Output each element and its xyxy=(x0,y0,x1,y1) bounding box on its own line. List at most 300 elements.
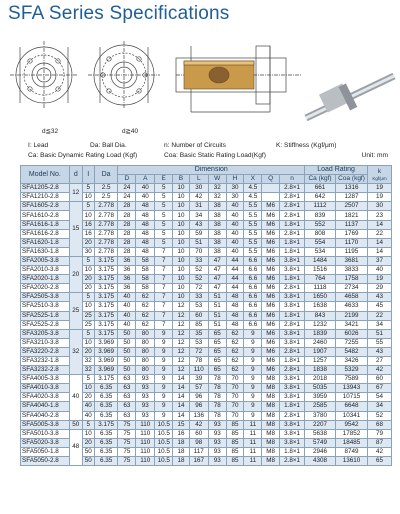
cell-ca: 4308 xyxy=(305,457,336,466)
table-row xyxy=(21,329,392,338)
cell-L: 35 xyxy=(189,329,208,338)
header-model: Model No. xyxy=(21,166,70,184)
cell-X: 6.6 xyxy=(244,311,262,320)
cell-Q: M8 xyxy=(262,402,280,411)
cell-X: 6.6 xyxy=(244,284,262,293)
cell-A: 48 xyxy=(136,229,155,238)
cell-ca: 808 xyxy=(305,229,336,238)
cell-Q: M8 xyxy=(262,447,280,456)
cell-A: 58 xyxy=(136,284,155,293)
cell-d: 25 xyxy=(69,293,82,329)
cell-k: 54 xyxy=(368,393,392,402)
spec-table-body xyxy=(21,184,392,466)
cell-D: 50 xyxy=(118,329,136,338)
cell-n: 1.8×1 xyxy=(280,238,305,247)
cell-d: 12 xyxy=(69,184,82,202)
cell-ball-dia: 3.969 xyxy=(94,338,118,347)
cell-Q: M6 xyxy=(262,275,280,284)
cell-Q: M8 xyxy=(262,411,280,420)
cell-ball-dia: 2.778 xyxy=(94,247,118,256)
cell-ca: 2460 xyxy=(305,338,336,347)
cell-n: 1.8×1 xyxy=(280,356,305,365)
header-dim: D xyxy=(118,175,136,184)
cell-D: 50 xyxy=(118,356,136,365)
cell-H: 70 xyxy=(226,384,244,393)
cell-n: 2.8×1 xyxy=(280,211,305,220)
header-dimension: Dimension xyxy=(118,166,305,175)
cell-k: 22 xyxy=(368,311,392,320)
cell-lead: 32 xyxy=(82,356,94,365)
cell-X: 6.6 xyxy=(244,256,262,265)
cell-ball-dia: 3.175 xyxy=(94,275,118,284)
legend-stiffness: K: Stiffness (Kgf/μm) xyxy=(276,142,337,149)
cell-W: 32 xyxy=(208,184,226,193)
cell-Q: M6 xyxy=(262,238,280,247)
cell-D: 63 xyxy=(118,375,136,384)
cell-lead: 20 xyxy=(82,438,94,447)
cell-A: 80 xyxy=(136,329,155,338)
cell-D: 63 xyxy=(118,393,136,402)
cell-ca: 764 xyxy=(305,275,336,284)
cell-n: 2.8×1 xyxy=(280,193,305,202)
header-dim: E xyxy=(155,175,173,184)
cell-A: 48 xyxy=(136,238,155,247)
cell-lead: 10 xyxy=(82,384,94,393)
cell-ca: 1650 xyxy=(305,293,336,302)
cell-E: 5 xyxy=(155,229,173,238)
cell-k: 42 xyxy=(368,447,392,456)
cell-coa: 9542 xyxy=(335,420,367,429)
cell-Q: M6 xyxy=(262,247,280,256)
cell-A: 80 xyxy=(136,338,155,347)
ball-screw-photo xyxy=(306,76,394,118)
cell-ball-dia: 3.175 xyxy=(94,302,118,311)
cell-D: 40 xyxy=(118,302,136,311)
cell-Q: M8 xyxy=(262,429,280,438)
legend-ball-dia: Da: Ball Dia. xyxy=(90,142,127,149)
cell-ca: 2207 xyxy=(305,420,336,429)
cell-B: 12 xyxy=(173,347,190,356)
cell-L: 42 xyxy=(189,193,208,202)
cell-coa: 18485 xyxy=(335,438,367,447)
cell-coa: 13610 xyxy=(335,457,367,466)
cell-coa: 2734 xyxy=(335,284,367,293)
cell-k: 29 xyxy=(368,284,392,293)
cell-H: 30 xyxy=(226,184,244,193)
cell-coa: 8749 xyxy=(335,447,367,456)
cell-ca: 661 xyxy=(305,184,336,193)
cell-ca: 1484 xyxy=(305,256,336,265)
cell-model: SFA5050-1.8 xyxy=(21,447,70,456)
cell-B: 10 xyxy=(173,247,190,256)
cell-H: 44 xyxy=(226,266,244,275)
header-d: d xyxy=(69,166,82,184)
cell-X: 9 xyxy=(244,402,262,411)
cell-L: 39 xyxy=(189,375,208,384)
cell-D: 75 xyxy=(118,457,136,466)
cell-X: 11 xyxy=(244,429,262,438)
cell-D: 40 xyxy=(118,311,136,320)
cell-ball-dia: 3.175 xyxy=(94,284,118,293)
cell-ca: 1257 xyxy=(305,356,336,365)
cell-model: SFA2010-3.8 xyxy=(21,266,70,275)
cell-A: 93 xyxy=(136,402,155,411)
flange-view-small xyxy=(10,41,78,109)
cell-W: 32 xyxy=(208,193,226,202)
cell-E: 9 xyxy=(155,393,173,402)
cell-lead: 10 xyxy=(82,338,94,347)
cell-ca: 3959 xyxy=(305,393,336,402)
cell-X: 9 xyxy=(244,384,262,393)
table-row xyxy=(21,202,392,211)
table-row xyxy=(21,293,392,302)
cell-E: 7 xyxy=(155,311,173,320)
cell-X: 5.5 xyxy=(244,229,262,238)
cell-E: 5 xyxy=(155,193,173,202)
cell-k: 14 xyxy=(368,247,392,256)
cell-n: 1.8×1 xyxy=(280,447,305,456)
cell-model: SFA2510-3.8 xyxy=(21,302,70,311)
cell-Q: M6 xyxy=(262,293,280,302)
cell-lead: 10 xyxy=(82,302,94,311)
cell-D: 28 xyxy=(118,229,136,238)
cell-A: 110 xyxy=(136,420,155,429)
cell-B: 10 xyxy=(173,238,190,247)
cell-L: 31 xyxy=(189,202,208,211)
cell-lead: 10 xyxy=(82,193,94,202)
cell-X: 11 xyxy=(244,447,262,456)
cell-ca: 1112 xyxy=(305,202,336,211)
cell-lead: 16 xyxy=(82,229,94,238)
cell-n: 2.8×1 xyxy=(280,229,305,238)
cell-E: 7 xyxy=(155,320,173,329)
cell-coa: 5329 xyxy=(335,366,367,375)
cell-E: 7 xyxy=(155,284,173,293)
cell-n: 3.8×1 xyxy=(280,420,305,429)
cell-A: 110 xyxy=(136,438,155,447)
header-dim: H xyxy=(226,175,244,184)
cell-B: 16 xyxy=(173,429,190,438)
cell-n: 2.8×1 xyxy=(280,366,305,375)
cell-W: 47 xyxy=(208,266,226,275)
cell-X: 4.5 xyxy=(244,193,262,202)
cell-model: SFA5010-3.8 xyxy=(21,429,70,438)
cell-B: 10 xyxy=(173,193,190,202)
cell-A: 58 xyxy=(136,275,155,284)
cell-d: 40 xyxy=(69,375,82,420)
cell-W: 51 xyxy=(208,311,226,320)
cell-L: 60 xyxy=(189,429,208,438)
cell-H: 40 xyxy=(226,220,244,229)
cell-B: 12 xyxy=(173,302,190,311)
cell-L: 96 xyxy=(189,393,208,402)
cell-k: 37 xyxy=(368,256,392,265)
cell-model: SFA1616-2.8 xyxy=(21,229,70,238)
cell-X: 11 xyxy=(244,457,262,466)
page-title: SFA Series Specifications xyxy=(8,3,230,24)
cell-H: 44 xyxy=(226,256,244,265)
cell-E: 7 xyxy=(155,256,173,265)
cell-model: SFA4040-1.8 xyxy=(21,402,70,411)
cell-coa: 1758 xyxy=(335,275,367,284)
cell-W: 93 xyxy=(208,447,226,456)
cell-ball-dia: 2.778 xyxy=(94,229,118,238)
cell-A: 93 xyxy=(136,393,155,402)
cell-W: 78 xyxy=(208,411,226,420)
cell-X: 6.6 xyxy=(244,293,262,302)
cell-B: 18 xyxy=(173,438,190,447)
cell-n: 2.8×1 xyxy=(280,284,305,293)
cell-B: 18 xyxy=(173,457,190,466)
cell-A: 58 xyxy=(136,266,155,275)
cell-D: 36 xyxy=(118,284,136,293)
legend-row-2 xyxy=(28,151,398,161)
cell-ca: 554 xyxy=(305,238,336,247)
cell-model: SFA2525-2.8 xyxy=(21,320,70,329)
cell-ca: 534 xyxy=(305,247,336,256)
cell-coa: 7255 xyxy=(335,338,367,347)
cell-B: 10 xyxy=(173,220,190,229)
cell-W: 38 xyxy=(208,247,226,256)
cell-Q: M6 xyxy=(262,220,280,229)
cell-D: 24 xyxy=(118,184,136,193)
cell-n: 2.8×1 xyxy=(280,411,305,420)
cell-k: 43 xyxy=(368,347,392,356)
cell-n: 3.8×1 xyxy=(280,266,305,275)
cell-H: 62 xyxy=(226,329,244,338)
cell-W: 93 xyxy=(208,429,226,438)
caption-large-diameter: d≧40 xyxy=(122,128,139,135)
cell-L: 136 xyxy=(189,411,208,420)
cell-model: SFA3220-2.8 xyxy=(21,347,70,356)
header-row-1 xyxy=(21,166,392,175)
cell-lead: 16 xyxy=(82,220,94,229)
header-ca: Ca (kgf) xyxy=(305,175,336,184)
cell-ball-dia: 6.35 xyxy=(94,393,118,402)
cell-ca: 2585 xyxy=(305,402,336,411)
cell-A: 40 xyxy=(136,184,155,193)
cell-lead: 32 xyxy=(82,366,94,375)
cell-X: 6.6 xyxy=(244,266,262,275)
cell-A: 62 xyxy=(136,302,155,311)
cell-n: 2.8×1 xyxy=(280,320,305,329)
cell-ca: 1839 xyxy=(305,329,336,338)
cell-Q: M6 xyxy=(262,311,280,320)
cell-ball-dia: 3.175 xyxy=(94,329,118,338)
cell-H: 48 xyxy=(226,293,244,302)
cell-ball-dia: 2.778 xyxy=(94,211,118,220)
cell-D: 28 xyxy=(118,238,136,247)
cell-coa: 5482 xyxy=(335,347,367,356)
cell-model: SFA3232-2.8 xyxy=(21,366,70,375)
cell-A: 48 xyxy=(136,220,155,229)
cell-W: 65 xyxy=(208,338,226,347)
cell-lead: 20 xyxy=(82,238,94,247)
cell-L: 34 xyxy=(189,211,208,220)
cell-B: 14 xyxy=(173,411,190,420)
cell-model: SFA5020-3.8 xyxy=(21,438,70,447)
cell-Q xyxy=(262,184,280,193)
cell-model: SFA2005-3.8 xyxy=(21,256,70,265)
cell-W: 93 xyxy=(208,457,226,466)
header-lead: I xyxy=(82,166,94,184)
cell-ball-dia: 3.969 xyxy=(94,366,118,375)
cell-Q: M8 xyxy=(262,420,280,429)
cell-W: 65 xyxy=(208,347,226,356)
cell-lead: 5 xyxy=(82,293,94,302)
cell-k: 65 xyxy=(368,457,392,466)
cell-E: 9 xyxy=(155,402,173,411)
cell-W: 65 xyxy=(208,329,226,338)
cell-ball-dia: 6.35 xyxy=(94,447,118,456)
cell-coa: 10341 xyxy=(335,411,367,420)
cell-ball-dia: 6.35 xyxy=(94,411,118,420)
cell-A: 93 xyxy=(136,384,155,393)
cell-Q: M6 xyxy=(262,320,280,329)
cell-n: 3.8×1 xyxy=(280,375,305,384)
cell-lead: 5 xyxy=(82,375,94,384)
cell-k: 22 xyxy=(368,229,392,238)
drawing-svg xyxy=(6,30,396,130)
cell-B: 10 xyxy=(173,229,190,238)
cell-L: 33 xyxy=(189,256,208,265)
cell-Q: M6 xyxy=(262,338,280,347)
cell-k: 52 xyxy=(368,411,392,420)
cell-k: 87 xyxy=(368,438,392,447)
cell-W: 51 xyxy=(208,302,226,311)
cell-model: SFA3205-3.8 xyxy=(21,329,70,338)
cell-D: 28 xyxy=(118,211,136,220)
cell-n: 3.8×1 xyxy=(280,302,305,311)
flange-view-large xyxy=(88,41,160,109)
cell-k: 14 xyxy=(368,238,392,247)
cell-model: SFA4005-3.8 xyxy=(21,375,70,384)
cell-W: 78 xyxy=(208,402,226,411)
cell-H: 62 xyxy=(226,338,244,347)
cell-n: 3.8×1 xyxy=(280,429,305,438)
cell-lead: 5 xyxy=(82,256,94,265)
cell-W: 47 xyxy=(208,275,226,284)
ball-nut-body xyxy=(184,61,254,89)
cell-model: SFA5005-3.8 xyxy=(21,420,70,429)
cell-W: 65 xyxy=(208,356,226,365)
cell-Q: M6 xyxy=(262,302,280,311)
header-load-rating: Load Rating xyxy=(305,166,368,175)
cell-X: 4.5 xyxy=(244,184,262,193)
cell-L: 167 xyxy=(189,457,208,466)
cell-n: 1.8×1 xyxy=(280,402,305,411)
cell-Q: M6 xyxy=(262,347,280,356)
cell-H: 85 xyxy=(226,438,244,447)
cell-E: 5 xyxy=(155,238,173,247)
cell-B: 10 xyxy=(173,202,190,211)
cell-L: 98 xyxy=(189,438,208,447)
cell-ca: 2018 xyxy=(305,375,336,384)
cell-n: 3.8×1 xyxy=(280,393,305,402)
table-row xyxy=(21,429,392,438)
cell-X: 9 xyxy=(244,411,262,420)
cell-model: SFA5050-2.8 xyxy=(21,457,70,466)
cell-ball-dia: 3.175 xyxy=(94,293,118,302)
cell-W: 51 xyxy=(208,320,226,329)
cell-X: 9 xyxy=(244,338,262,347)
cell-X: 6.6 xyxy=(244,275,262,284)
cell-coa: 2199 xyxy=(335,311,367,320)
legend-circuits: n: Number of Circuits xyxy=(164,142,226,149)
cell-ball-dia: 2.5 xyxy=(94,193,118,202)
cell-L: 60 xyxy=(189,311,208,320)
cell-H: 40 xyxy=(226,229,244,238)
cell-W: 51 xyxy=(208,293,226,302)
cell-k: 60 xyxy=(368,375,392,384)
cell-ca: 843 xyxy=(305,311,336,320)
cell-model: SFA1630-1.8 xyxy=(21,247,70,256)
cell-ball-dia: 3.175 xyxy=(94,256,118,265)
cell-n: 2.8×1 xyxy=(280,347,305,356)
cell-H: 70 xyxy=(226,393,244,402)
cell-L: 53 xyxy=(189,302,208,311)
cell-A: 80 xyxy=(136,356,155,365)
cell-H: 62 xyxy=(226,366,244,375)
cell-n: 1.8×1 xyxy=(280,275,305,284)
cell-D: 50 xyxy=(118,338,136,347)
cell-Q: M8 xyxy=(262,393,280,402)
cell-Q: M6 xyxy=(262,329,280,338)
cell-ball-dia: 3.175 xyxy=(94,266,118,275)
cell-k: 68 xyxy=(368,420,392,429)
cell-D: 40 xyxy=(118,293,136,302)
cell-A: 80 xyxy=(136,347,155,356)
cell-H: 44 xyxy=(226,275,244,284)
cell-Q: M6 xyxy=(262,229,280,238)
cell-A: 110 xyxy=(136,447,155,456)
cell-W: 78 xyxy=(208,393,226,402)
cell-H: 70 xyxy=(226,411,244,420)
cell-k: 51 xyxy=(368,329,392,338)
cell-k: 40 xyxy=(368,266,392,275)
cell-E: 9 xyxy=(155,347,173,356)
cell-E: 9 xyxy=(155,411,173,420)
cell-model: SFA1605-2.8 xyxy=(21,202,70,211)
cell-L: 52 xyxy=(189,275,208,284)
cell-W: 38 xyxy=(208,229,226,238)
header-ball-dia: Da xyxy=(94,166,118,184)
cell-Q: M6 xyxy=(262,266,280,275)
header-stiffness xyxy=(368,166,392,184)
cell-D: 24 xyxy=(118,193,136,202)
cell-L: 85 xyxy=(189,320,208,329)
cell-E: 7 xyxy=(155,247,173,256)
cell-model: SFA2525-1.8 xyxy=(21,311,70,320)
cell-E: 10.5 xyxy=(155,420,173,429)
cell-ca: 5638 xyxy=(305,429,336,438)
cell-D: 63 xyxy=(118,384,136,393)
cell-B: 10 xyxy=(173,211,190,220)
cell-model: SFA1616-1.8 xyxy=(21,220,70,229)
cell-ball-dia: 6.35 xyxy=(94,384,118,393)
cell-D: 75 xyxy=(118,438,136,447)
cell-lead: 10 xyxy=(82,429,94,438)
cell-B: 10 xyxy=(173,266,190,275)
header-dim: W xyxy=(208,175,226,184)
cell-k: 43 xyxy=(368,293,392,302)
cell-Q: M8 xyxy=(262,457,280,466)
cell-H: 40 xyxy=(226,238,244,247)
cell-Q: M6 xyxy=(262,211,280,220)
cell-B: 10 xyxy=(173,284,190,293)
cell-coa: 3833 xyxy=(335,266,367,275)
cell-W: 38 xyxy=(208,211,226,220)
